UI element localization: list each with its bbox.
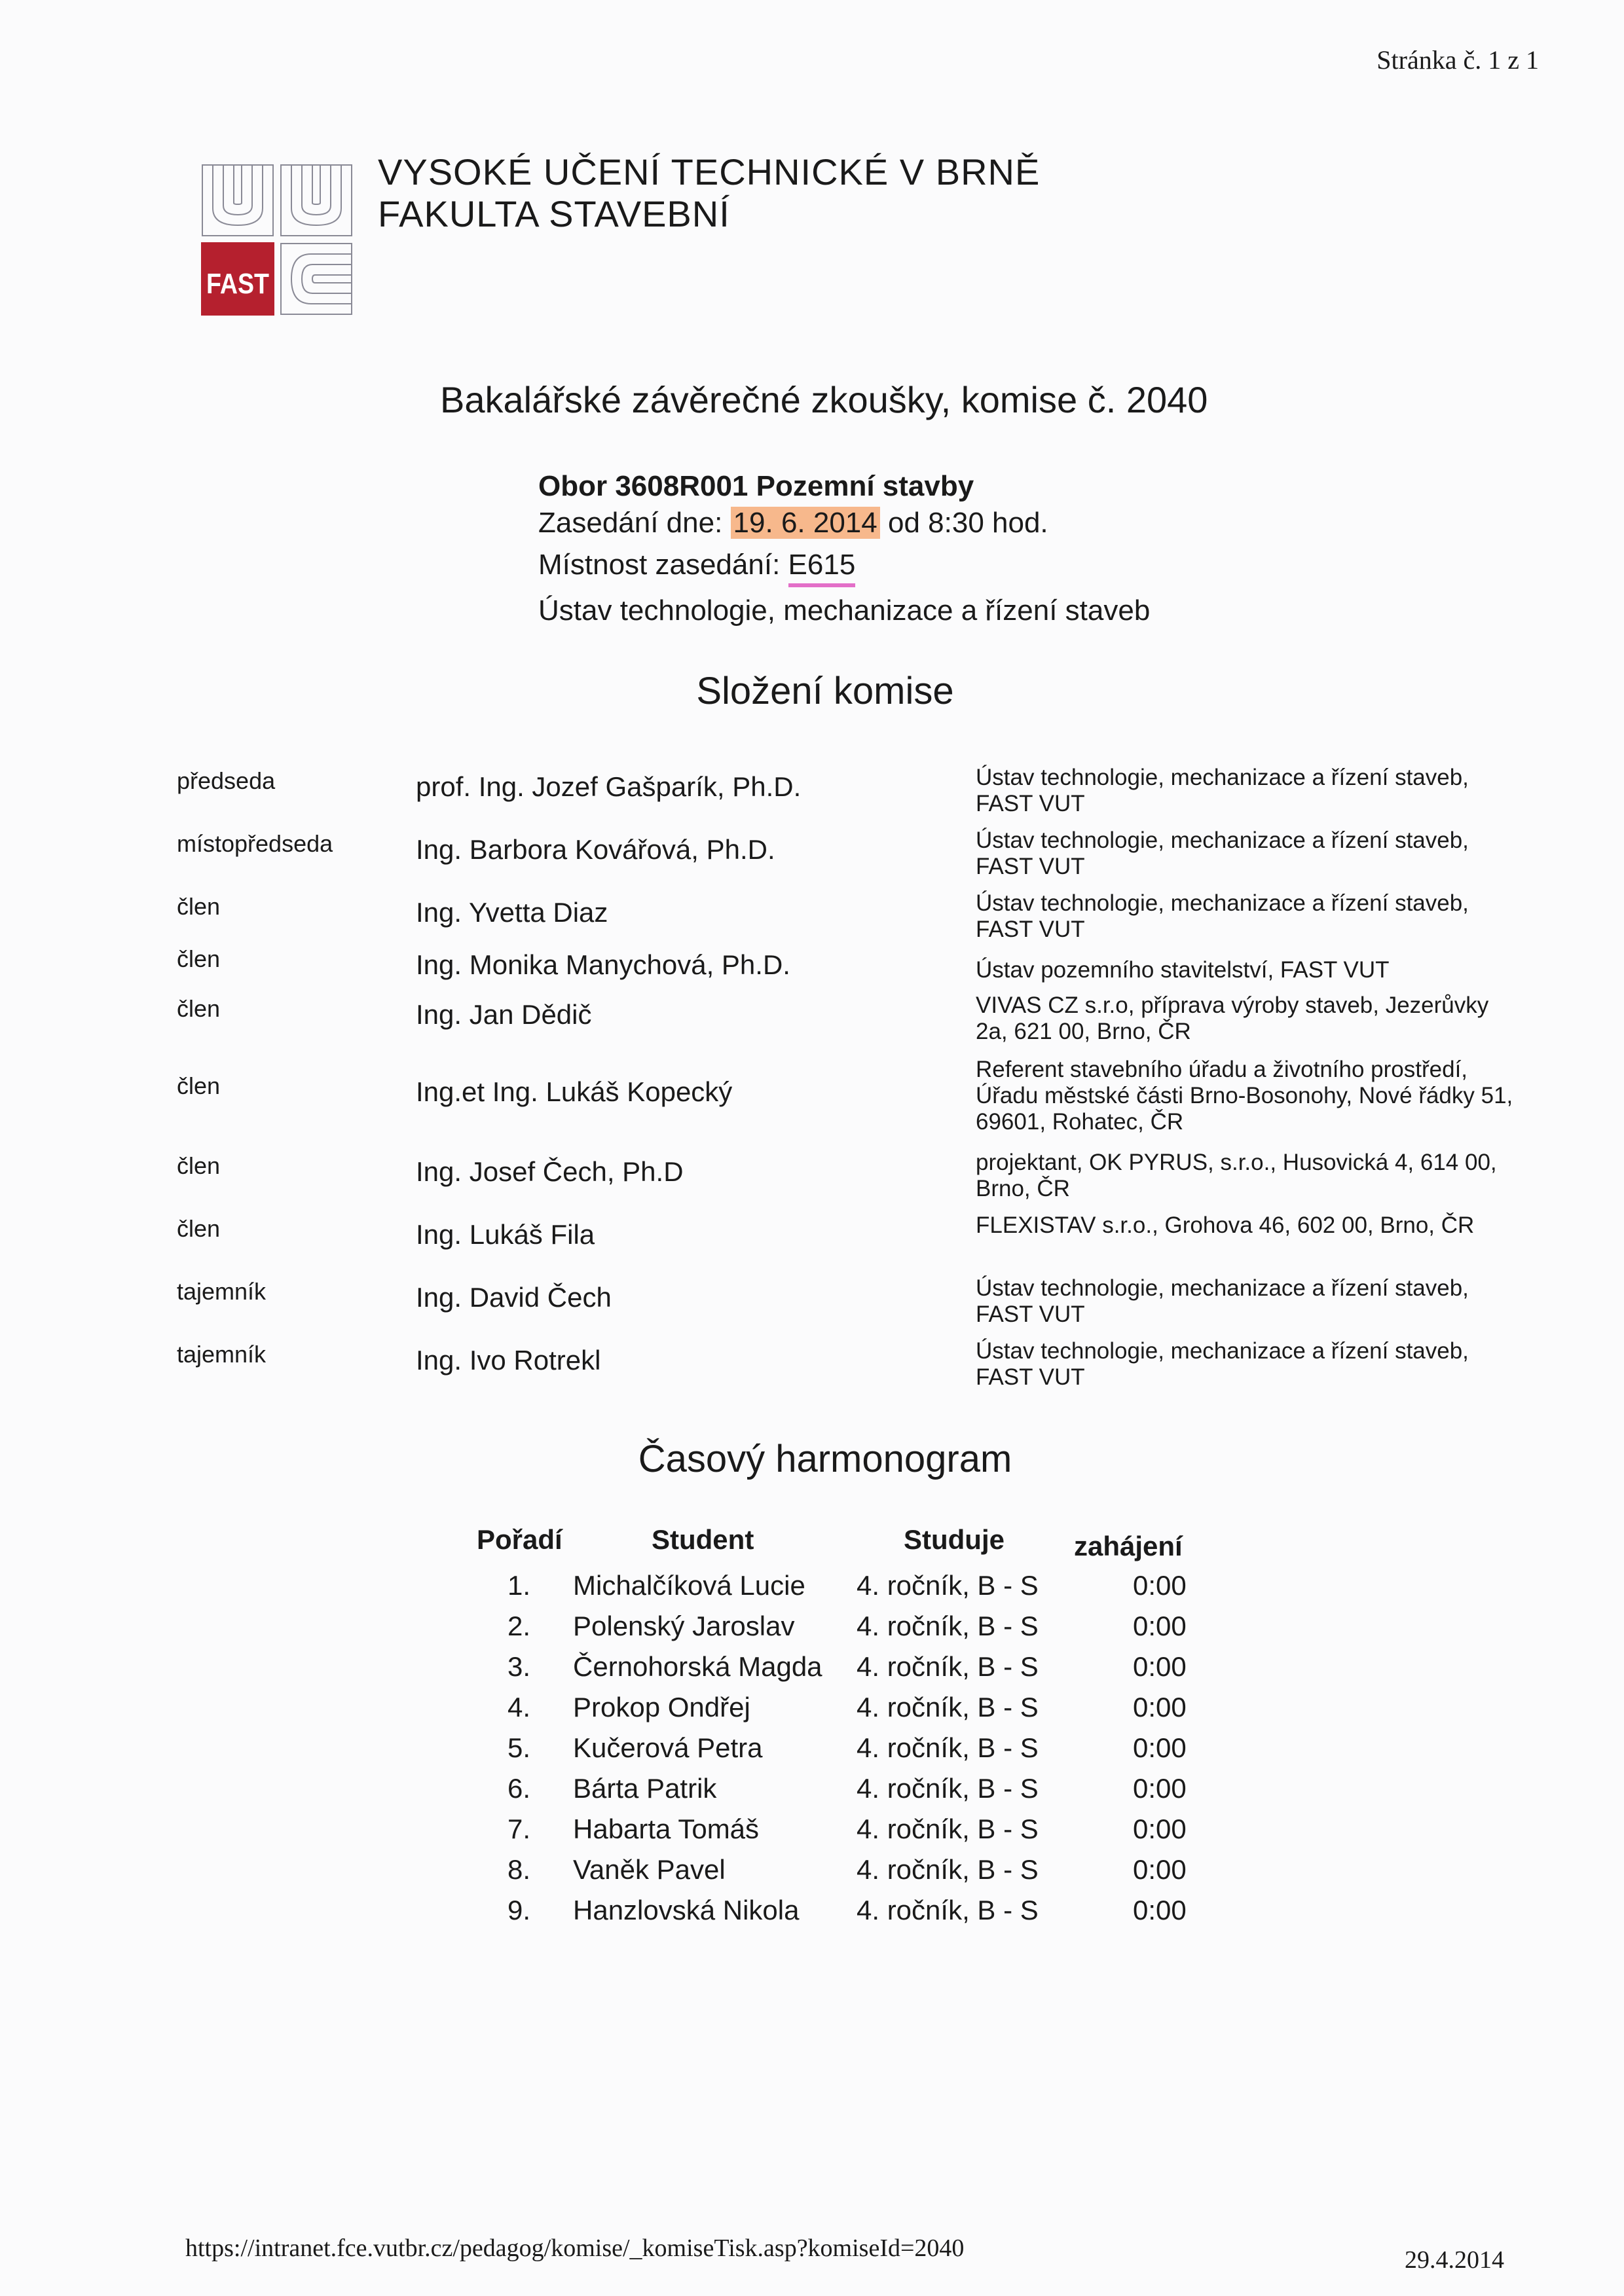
member-institution: projektant, OK PYRUS, s.r.o., Husovická 4, 614 00, Brno, ČR (976, 1150, 1497, 1201)
row-student: Kučerová Petra (573, 1732, 763, 1763)
committee-row (0, 828, 1624, 890)
meeting-institute: Ústav technologie, mechanizace a řízení staveb (538, 594, 1151, 627)
member-role: předseda (177, 767, 276, 794)
header-study: Studuje (904, 1524, 1005, 1555)
member-institution: Ústav technologie, mechanizace a řízení staveb, FAST VUT (976, 828, 1469, 879)
member-role: člen (177, 995, 221, 1022)
member-name: Ing. Monika Manychová, Ph.D. (416, 949, 790, 980)
member-name: prof. Ing. Jozef Gašparík, Ph.D. (416, 771, 802, 802)
row-start: 0:00 (1133, 1813, 1187, 1844)
member-name: Ing. Jan Dědič (416, 999, 592, 1030)
member-institution: Ústav technologie, mechanizace a řízení staveb, FAST VUT (976, 765, 1469, 816)
member-name: Ing. Ivo Rotrekl (416, 1345, 601, 1376)
member-role: člen (177, 1072, 221, 1099)
meeting-room-line (538, 549, 855, 581)
study-field: Obor 3608R001 Pozemní stavby (538, 470, 974, 502)
member-institution: FLEXISTAV s.r.o., Grohova 46, 602 00, Brno, ČR (976, 1212, 1475, 1238)
member-role: tajemník (177, 1341, 267, 1368)
row-study: 4. ročník, B - S (857, 1895, 1039, 1925)
schedule-row (0, 1854, 1624, 1895)
member-name: Ing. Barbora Kovářová, Ph.D. (416, 834, 775, 865)
meeting-room: E615 (788, 549, 856, 587)
row-student: Černohorská Magda (573, 1651, 822, 1682)
row-order: 3. (507, 1651, 531, 1682)
schedule-row (0, 1651, 1624, 1692)
member-name: Ing. David Čech (416, 1282, 612, 1313)
header-order: Pořadí (477, 1524, 563, 1555)
row-order: 8. (507, 1854, 531, 1885)
row-student: Polenský Jaroslav (573, 1611, 795, 1641)
header-start: zahájení (1074, 1531, 1183, 1561)
row-start: 0:00 (1133, 1854, 1187, 1885)
committee-row (0, 993, 1624, 1055)
schedule-row (0, 1813, 1624, 1854)
row-order: 4. (507, 1692, 531, 1722)
row-study: 4. ročník, B - S (857, 1854, 1039, 1885)
meeting-room-label: Místnost zasedání: (538, 549, 788, 581)
member-role: člen (177, 1215, 221, 1242)
member-institution: VIVAS CZ s.r.o, příprava výroby staveb, Jezerůvky 2a, 621 00, Brno, ČR (976, 993, 1489, 1044)
row-study: 4. ročník, B - S (857, 1813, 1039, 1844)
logo-text: FAST (206, 268, 270, 300)
row-order: 9. (507, 1895, 531, 1925)
row-study: 4. ročník, B - S (857, 1732, 1039, 1763)
schedule-row (0, 1895, 1624, 1935)
committee-row (0, 1338, 1624, 1401)
member-role: člen (177, 893, 221, 920)
meeting-date-line (538, 507, 1048, 539)
university-name: VYSOKÉ UČENÍ TECHNICKÉ V BRNĚ (378, 151, 1041, 192)
schedule-row (0, 1570, 1624, 1611)
member-institution: Ústav pozemního stavitelství, FAST VUT (976, 957, 1390, 983)
row-start: 0:00 (1133, 1570, 1187, 1601)
row-student: Hanzlovská Nikola (573, 1895, 800, 1925)
schedule-row (0, 1692, 1624, 1732)
member-role: člen (177, 1152, 221, 1179)
schedule-row (0, 1611, 1624, 1651)
meeting-date: 19. 6. 2014 (731, 507, 880, 539)
row-student: Michalčíková Lucie (573, 1570, 805, 1601)
schedule-title: Časový harmonogram (638, 1438, 1012, 1480)
document-title: Bakalářské závěrečné zkoušky, komise č. 2040 (440, 379, 1208, 420)
member-name: Ing. Yvetta Diaz (416, 897, 608, 928)
row-order: 6. (507, 1773, 531, 1804)
member-institution: Referent stavebního úřadu a životního prostředí, Úřadu městské části Brno-Bosonohy, Nové řádky 51, 69601, Rohatec, ČR (976, 1057, 1513, 1135)
meeting-date-label: Zasedání dne: (538, 507, 731, 539)
meeting-time: od 8:30 hod. (887, 507, 1048, 539)
header-student: Student (652, 1524, 754, 1555)
member-institution: Ústav technologie, mechanizace a řízení staveb, FAST VUT (976, 1275, 1469, 1327)
row-order: 5. (507, 1732, 531, 1763)
row-order: 2. (507, 1611, 531, 1641)
faculty-name: FAKULTA STAVEBNÍ (378, 193, 730, 234)
row-student: Bárta Patrik (573, 1773, 717, 1804)
schedule-row (0, 1773, 1624, 1813)
page-number: Stránka č. 1 z 1 (1376, 45, 1539, 75)
committee-row (0, 1275, 1624, 1338)
committee-row (0, 1057, 1624, 1135)
committee-row (0, 1212, 1624, 1275)
row-start: 0:00 (1133, 1895, 1187, 1925)
committee-row (0, 1150, 1624, 1212)
member-role: tajemník (177, 1278, 267, 1305)
member-name: Ing.et Ing. Lukáš Kopecký (416, 1076, 733, 1107)
member-role: člen (177, 945, 221, 972)
row-start: 0:00 (1133, 1773, 1187, 1804)
committee-row (0, 765, 1624, 828)
row-order: 7. (507, 1813, 531, 1844)
row-order: 1. (507, 1570, 531, 1601)
member-name: Ing. Josef Čech, Ph.D (416, 1156, 684, 1187)
row-study: 4. ročník, B - S (857, 1570, 1039, 1601)
committee-title: Složení komise (696, 670, 954, 712)
row-student: Prokop Ondřej (573, 1692, 750, 1722)
member-name: Ing. Lukáš Fila (416, 1219, 595, 1250)
row-study: 4. ročník, B - S (857, 1651, 1039, 1682)
university-logo (200, 162, 356, 318)
row-study: 4. ročník, B - S (857, 1611, 1039, 1641)
row-start: 0:00 (1133, 1692, 1187, 1722)
row-study: 4. ročník, B - S (857, 1692, 1039, 1722)
member-role: místopředseda (177, 830, 333, 857)
member-institution: Ústav technologie, mechanizace a řízení staveb, FAST VUT (976, 890, 1469, 942)
footer-date: 29.4.2014 (1405, 2246, 1504, 2274)
row-start: 0:00 (1133, 1732, 1187, 1763)
row-study: 4. ročník, B - S (857, 1773, 1039, 1804)
row-start: 0:00 (1133, 1611, 1187, 1641)
member-institution: Ústav technologie, mechanizace a řízení staveb, FAST VUT (976, 1338, 1469, 1390)
row-student: Habarta Tomáš (573, 1813, 760, 1844)
row-student: Vaněk Pavel (573, 1854, 726, 1885)
footer-url: https://intranet.fce.vutbr.cz/pedagog/komise/_komiseTisk.asp?komiseId=2040 (185, 2234, 965, 2262)
schedule-row (0, 1732, 1624, 1773)
row-start: 0:00 (1133, 1651, 1187, 1682)
